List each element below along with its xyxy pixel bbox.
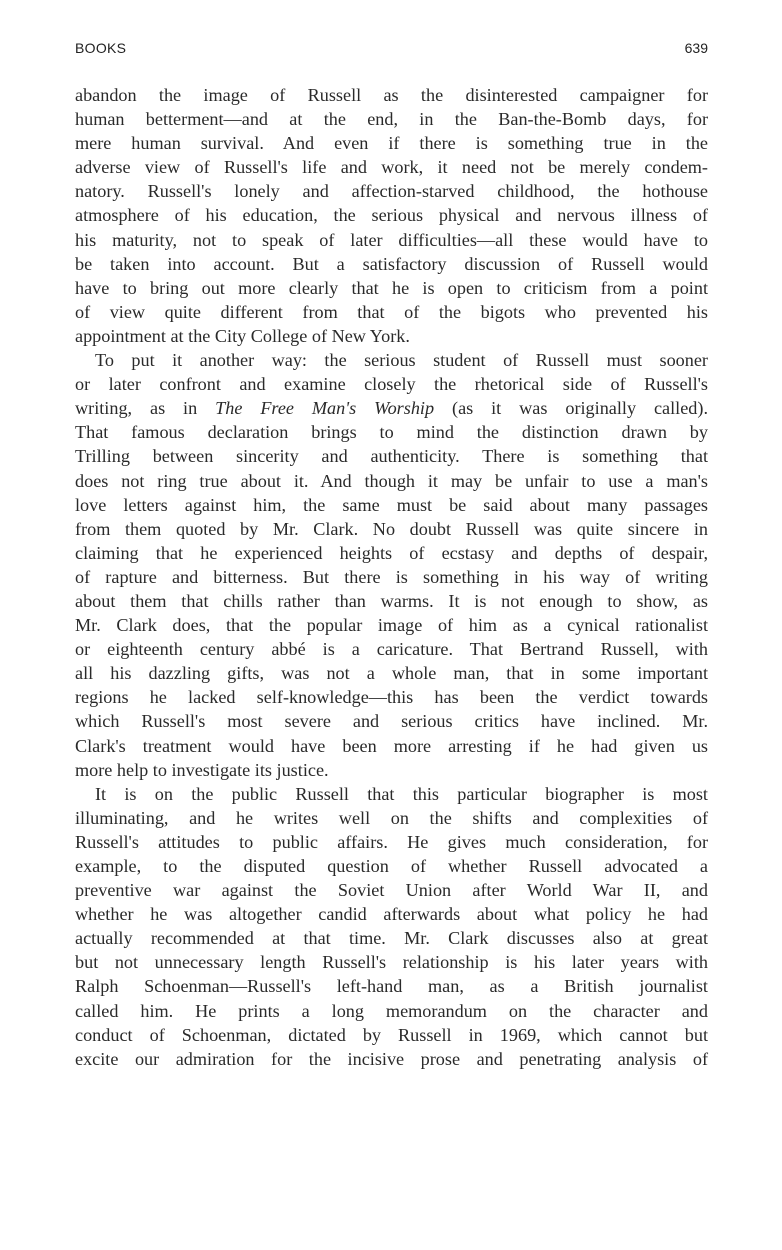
text-line: which Russell's most severe and serious critics have inclined. Mr. (75, 711, 708, 732)
page-number: 639 (684, 40, 708, 56)
text-line: abandon the image of Russell as the disinterested campaigner for (75, 85, 708, 105)
text-line: That famous declaration brings to mind the distinction drawn by (75, 422, 708, 443)
text-line: human betterment—and at the end, in the Ban-the-Bomb days, for (75, 109, 708, 130)
text-line: actually recommended at that time. Mr. Clark discusses also at great (75, 928, 708, 949)
text-line: Clark's treatment would have been more arresting if he had given us (75, 735, 708, 756)
text-line: about them that chills rather than warms. It is not enough to show, as (75, 590, 708, 611)
article-body (75, 83, 708, 1071)
text-line: natory. Russell's lonely and affection-starved childhood, the hothouse (75, 181, 708, 202)
text-line: his maturity, not to speak of later difficulties—all these would have to (75, 229, 708, 250)
text-line: of view quite different from that of the bigots who prevented his (75, 301, 708, 322)
text-line: does not ring true about it. And though it may be unfair to use a man's (75, 470, 708, 491)
text-line: Trilling between sincerity and authenticity. There is something that (75, 446, 708, 467)
text-line: To put it another way: the serious student of Russell must sooner (95, 350, 708, 371)
text-line: mere human survival. And even if there is something true in the (75, 133, 708, 154)
text-line: love letters against him, the same must be said about many passages (75, 494, 708, 515)
text-line: example, to the disputed question of whether Russell advocated a (75, 856, 708, 876)
italic-title: The Free Man's Worship (215, 398, 435, 419)
text-line: from them quoted by Mr. Clark. No doubt Russell was quite sincere in (75, 518, 708, 539)
text-line: all his dazzling gifts, was not a whole man, that in some important (75, 663, 708, 684)
text-line: Mr. Clark does, that the popular image of him as a cynical rationalist (75, 615, 708, 636)
text-line: or eighteenth century abbé is a caricature. That Bertrand Russell, with (75, 639, 708, 660)
text-line: preventive war against the Soviet Union after World War II, and (75, 880, 708, 901)
page-header (75, 40, 708, 60)
text-line: or later confront and examine closely the rhetorical side of Russell's (75, 374, 708, 395)
text-line: have to bring out more clearly that he is open to criticism from a point (75, 277, 708, 298)
paragraph (75, 348, 708, 782)
text-line: conduct of Schoenman, dictated by Russell in 1969, which cannot but (75, 1024, 708, 1045)
text-line: excite our admiration for the incisive prose and penetrating analysis of (75, 1048, 708, 1069)
text-line: called him. He prints a long memorandum on the character and (75, 1000, 708, 1021)
running-head: BOOKS (75, 40, 127, 56)
text-line: regions he lacked self-knowledge—this has been the verdict towards (75, 687, 708, 708)
text-line: be taken into account. But a satisfactory discussion of Russell would (75, 253, 708, 274)
text-line: adverse view of Russell's life and work, it need not be merely condem- (75, 157, 708, 178)
text-line: Ralph Schoenman—Russell's left-hand man, as a British journalist (75, 976, 708, 997)
text-line: Russell's attitudes to public affairs. He gives much consideration, for (75, 831, 708, 852)
text-line: writing, as in The Free Man's Worship (as it was originally called). (75, 398, 708, 419)
paragraph (75, 782, 708, 1071)
text-line: atmosphere of his education, the serious physical and nervous illness of (75, 205, 708, 226)
text-line: illuminating, and he writes well on the shifts and complexities of (75, 807, 708, 828)
text-line: whether he was altogether candid afterwards about what policy he had (75, 904, 708, 925)
text-line: claiming that he experienced heights of ecstasy and depths of despair, (75, 542, 708, 563)
text-line: It is on the public Russell that this particular biographer is most (95, 783, 708, 804)
text-line: more help to investigate its justice. (75, 759, 329, 780)
text-line: appointment at the City College of New York. (75, 325, 410, 346)
text-line: but not unnecessary length Russell's relationship is his later years with (75, 952, 708, 973)
paragraph (75, 83, 708, 348)
text-line: of rapture and bitterness. But there is something in his way of writing (75, 566, 708, 587)
